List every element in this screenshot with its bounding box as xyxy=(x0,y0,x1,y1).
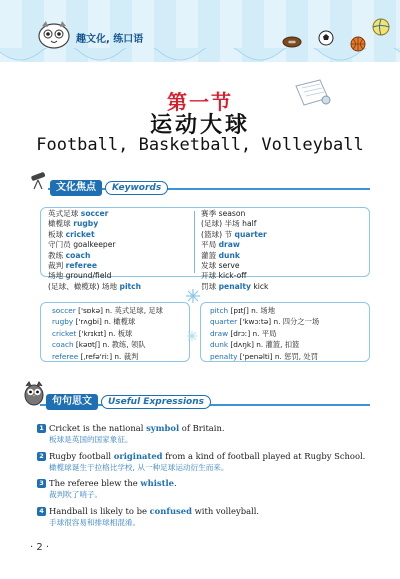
keyword-row: 板球 cricket xyxy=(48,229,95,239)
keyword-row: 守门员 goalkeeper xyxy=(48,240,116,250)
keyword-row: 场地 ground/field xyxy=(48,271,112,281)
phonetic-entry: soccer ['sɒkə] n. 英式足球, 足球 xyxy=(52,306,163,315)
phonetic-entry: quarter ['kwɔːtə] n. 四分之一场 xyxy=(210,317,320,327)
basketball-icon xyxy=(350,36,366,52)
expressions-tag-cn: 句句思文 xyxy=(46,394,98,410)
snowflake-icon xyxy=(185,288,201,304)
owl-icon xyxy=(22,380,46,406)
phonetic-entry: referee [ˌrefə'riː] n. 裁判 xyxy=(52,351,139,361)
phonetic-entry: dunk [dʌŋk] n. 灌篮, 扣篮 xyxy=(210,340,300,350)
phonetic-entry: rugby ['rʌgbi] n. 橄榄球 xyxy=(52,317,136,327)
expression-item: 4 Handball is likely to be confused with volleyball. 手球很容易和排球相混淆。 xyxy=(37,506,259,528)
keyword-row: 开球 kick-off xyxy=(201,271,247,281)
keywords-left-column xyxy=(48,209,141,292)
keyword-row: 罚球 penalty kick xyxy=(201,281,269,291)
keyword-row: 发球 serve xyxy=(201,261,240,271)
keywords-right-column xyxy=(201,209,268,292)
phonetic-entry: penalty ['penəlti] n. 惩罚, 处罚 xyxy=(210,351,319,361)
keyword-row: 橄榄球 rugby xyxy=(48,219,99,229)
header-wave xyxy=(0,48,400,70)
phonetics-right-list xyxy=(210,305,319,362)
keywords-heading xyxy=(50,180,168,196)
expression-item: 1 Cricket is the national symbol of Britain. 板球是英国的国家象征。 xyxy=(37,423,225,445)
keyword-row: 平局 draw xyxy=(201,240,240,250)
rugby-ball-icon xyxy=(282,36,302,48)
expression-item: 3 The referee blew the whistle. 裁判吹了哨子。 xyxy=(37,478,177,500)
section-title: 第一节 xyxy=(167,90,233,114)
snowflake-icon xyxy=(186,330,198,342)
paper-scroll-icon xyxy=(292,78,332,108)
keyword-row: 赛季 season xyxy=(201,209,246,218)
expression-item: 2 Rugby football originated from a kind of football played at Rugby School. 橄榄球诞生于拉格比学校, 从一种足球运动衍生而来。 xyxy=(37,451,365,473)
expressions-tag-en: Useful Expressions xyxy=(101,395,211,409)
volleyball-icon xyxy=(372,18,390,36)
page-number: · 2 · xyxy=(30,542,50,553)
mascot-face-icon xyxy=(36,18,72,50)
football-icon xyxy=(318,30,334,46)
keyword-row: 裁判 referee xyxy=(48,261,98,271)
keyword-row: (足球、橄榄球) 场地 pitch xyxy=(48,281,142,291)
keyword-row: 教练 coach xyxy=(48,250,91,260)
keyword-row: (足球) 半场 half xyxy=(201,219,257,229)
keyword-row: (篮球) 节 quarter xyxy=(201,229,267,239)
english-title: Football, Basketball, Volleyball xyxy=(36,135,364,155)
keyword-row: 灌篮 dunk xyxy=(201,250,240,260)
phonetic-entry: cricket ['krɪkɪt] n. 板球 xyxy=(52,328,133,338)
telescope-icon xyxy=(28,168,50,190)
chapter-title: 运动大球 xyxy=(149,112,250,138)
keywords-divider xyxy=(194,211,195,273)
phonetic-entry: coach [kəʊtʃ] n. 教练, 领队 xyxy=(52,340,146,350)
keywords-tag-en: Keywords xyxy=(105,181,168,195)
phonetic-entry: pitch [pɪtʃ] n. 场地 xyxy=(210,306,276,315)
phonetics-left-list xyxy=(52,305,163,362)
keywords-tag-cn: 文化焦点 xyxy=(50,180,102,196)
brand-slogan: 趣文化, 练口语 xyxy=(76,34,144,45)
phonetic-entry: draw [drɔː] n. 平局 xyxy=(210,328,277,338)
keyword-row: 英式足球 soccer xyxy=(48,209,109,218)
expressions-heading xyxy=(46,394,211,410)
